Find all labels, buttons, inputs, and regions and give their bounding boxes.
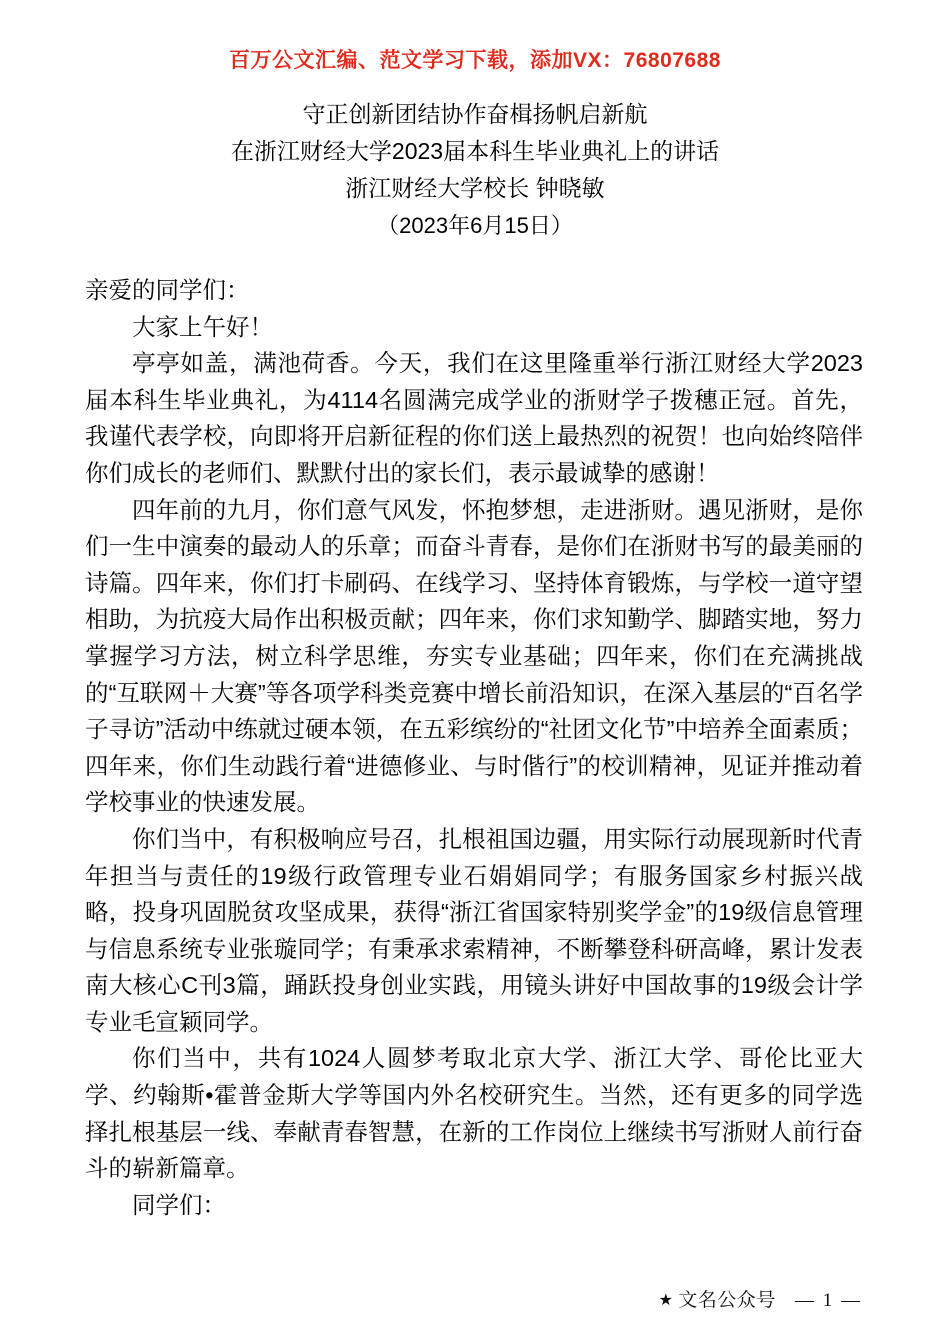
paragraph-opening: 亭亭如盖，满池荷香。今天，我们在这里隆重举行浙江财经大学2023届本科生毕业典礼，为4114名圆满完成学业的浙财学子拨穗正冠。首先，我谨代表学校，向即将开启新征程的你们送上最热烈的祝贺！也向始终陪伴你们成长的老师们、默默付出的家长们，表示最诚挚的感谢！: [85, 350, 863, 486]
paragraph-students-examples: 你们当中，有积极响应号召，扎根祖国边疆，用实际行动展现新时代青年担当与责任的19级行政管理专业石娟娟同学；有服务国家乡村振兴战略，投身巩固脱贫攻坚成果，获得“浙江省国家特别奖学金”的19级信息管理与信息系统专业张璇同学；有秉承求索精神，不断攀登科研高峰，累计发表南大核心C刊3篇，踊跃投身创业实践，用镜头讲好中国故事的19级会计学专业毛宣颖同学。: [85, 825, 863, 1035]
title-block: [0, 96, 950, 244]
title-line-1: 守正创新团结协作奋楫扬帆启新航: [302, 101, 648, 127]
paragraph-four-years: 四年前的九月，你们意气风发，怀抱梦想，走进浙财。遇见浙财，是你们一生中演奏的最动人的乐章；而奋斗青春，是你们在浙财书写的最美丽的诗篇。四年来，你们打卡刷码、在线学习、坚持体育锻炼，与学校一道守望相助，为抗疫大局作出积极贡献；四年来，你们求知勤学、脚踏实地，努力掌握学习方法，树立科学思维，夯实专业基础；四年来，你们在充满挑战的“互联网＋大赛”等各项学科类竞赛中增长前沿知识，在深入基层的“百名学子寻访”活动中练就过硬本领，在五彩缤纷的“社团文化节”中培养全面素质；四年来，你们生动践行着“进德修业、与时偕行”的校训精神，见证并推动着学校事业的快速发展。: [85, 496, 863, 816]
title-line-4-date: （2023年6月15日）: [377, 213, 573, 238]
paragraph-graduate-schools: 你们当中，共有1024人圆梦考取北京大学、浙江大学、哥伦比亚大学、约翰斯•霍普金斯大学等国内外名校研究生。当然，还有更多的同学选择扎根基层一线、奉献青春智慧，在新的工作岗位上继续书写浙财人前行奋斗的崭新篇章。: [85, 1045, 863, 1182]
salutation: 亲爱的同学们：: [85, 277, 250, 303]
title-line-2: 在浙江财经大学2023届本科生毕业典礼上的讲话: [230, 138, 720, 164]
page-number: — 1 —: [795, 1290, 862, 1311]
footer-brand: 文名公众号: [678, 1290, 776, 1311]
page-footer: [0, 1285, 950, 1312]
document-body: [85, 272, 863, 1223]
star-icon: ★: [658, 1292, 673, 1309]
paragraph-address-students: 同学们：: [132, 1191, 226, 1218]
promo-banner: 百万公文汇编、范文学习下载，添加VX：76807688: [229, 49, 721, 72]
title-line-3-author: 浙江财经大学校长 钟晓敏: [345, 175, 605, 201]
paragraph-greeting: 大家上午好！: [132, 313, 273, 340]
